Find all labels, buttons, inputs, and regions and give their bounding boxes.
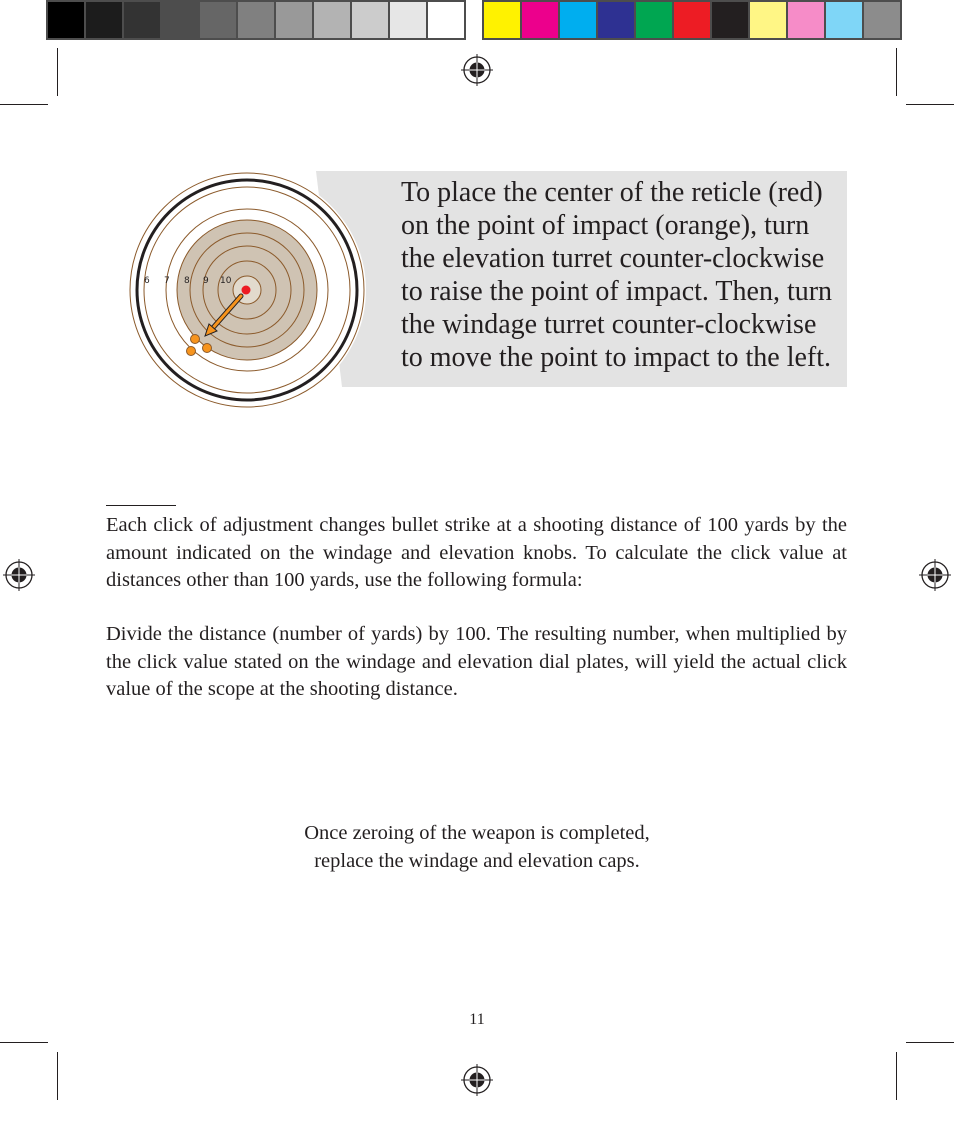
impact-point <box>191 335 200 344</box>
formula-paragraph: Divide the distance (number of yards) by 100. The resulting number, when multiplied by the click value stated on the windage and elevation dial plates, will yield the actual click value of the scope at the shooting distance. <box>106 623 847 700</box>
gray-swatch-4 <box>162 2 198 38</box>
ring-number-9: 9 <box>203 276 209 286</box>
registration-mark-top-icon <box>461 54 493 86</box>
gray-swatch-10 <box>390 2 426 38</box>
footnote-rule <box>106 505 176 506</box>
closing-line-1: Once zeroing of the weapon is completed, <box>304 822 650 844</box>
impact-point <box>203 344 212 353</box>
gray-swatch-8 <box>314 2 350 38</box>
color-swatch-6 <box>674 2 710 38</box>
crop-mark <box>57 48 58 96</box>
impact-point <box>187 347 196 356</box>
crop-mark <box>896 48 897 96</box>
color-swatch-9 <box>788 2 824 38</box>
registration-mark-right-icon <box>919 559 951 591</box>
ring-number-10: 10 <box>220 276 232 286</box>
closing-line-2: replace the windage and elevation caps. <box>314 850 640 872</box>
page-number: 11 <box>469 1011 485 1028</box>
process-color-bar <box>482 0 902 40</box>
grayscale-color-bar <box>46 0 466 40</box>
crop-mark <box>896 1052 897 1100</box>
color-swatch-3 <box>560 2 596 38</box>
callout-text: To place the center of the reticle (red) on the point of impact (orange), turn the elevation turret counter-clockwise to raise the point of impact. Then, turn the windage turret counter-clockwise to move the point to impact to the left. <box>401 177 833 373</box>
gray-swatch-3 <box>124 2 160 38</box>
crop-mark <box>906 104 954 105</box>
ring-number-8: 8 <box>184 276 190 286</box>
color-swatch-1 <box>484 2 520 38</box>
crop-mark <box>0 104 48 105</box>
ring-number-6: 6 <box>144 276 150 286</box>
color-swatch-8 <box>750 2 786 38</box>
gray-swatch-6 <box>238 2 274 38</box>
gray-swatch-1 <box>48 2 84 38</box>
gray-swatch-2 <box>86 2 122 38</box>
click-value-paragraph: Each click of adjustment changes bullet strike at a shooting distance of 100 yards by the amount indicated on the windage and elevation knobs. To calculate the click value at distances other than 100 yards, use the following formula: <box>106 514 847 591</box>
ring-number-7: 7 <box>164 276 170 286</box>
color-swatch-5 <box>636 2 672 38</box>
target-diagram <box>127 170 367 410</box>
reticle-center-dot <box>242 286 251 295</box>
gray-swatch-5 <box>200 2 236 38</box>
gray-swatch-11 <box>428 2 464 38</box>
crop-mark <box>906 1042 954 1043</box>
color-swatch-7 <box>712 2 748 38</box>
color-swatch-11 <box>864 2 900 38</box>
color-swatch-2 <box>522 2 558 38</box>
color-swatch-10 <box>826 2 862 38</box>
registration-mark-bottom-icon <box>461 1064 493 1096</box>
gray-swatch-7 <box>276 2 312 38</box>
color-swatch-4 <box>598 2 634 38</box>
crop-mark <box>0 1042 48 1043</box>
gray-swatch-9 <box>352 2 388 38</box>
registration-mark-left-icon <box>3 559 35 591</box>
crop-mark <box>57 1052 58 1100</box>
